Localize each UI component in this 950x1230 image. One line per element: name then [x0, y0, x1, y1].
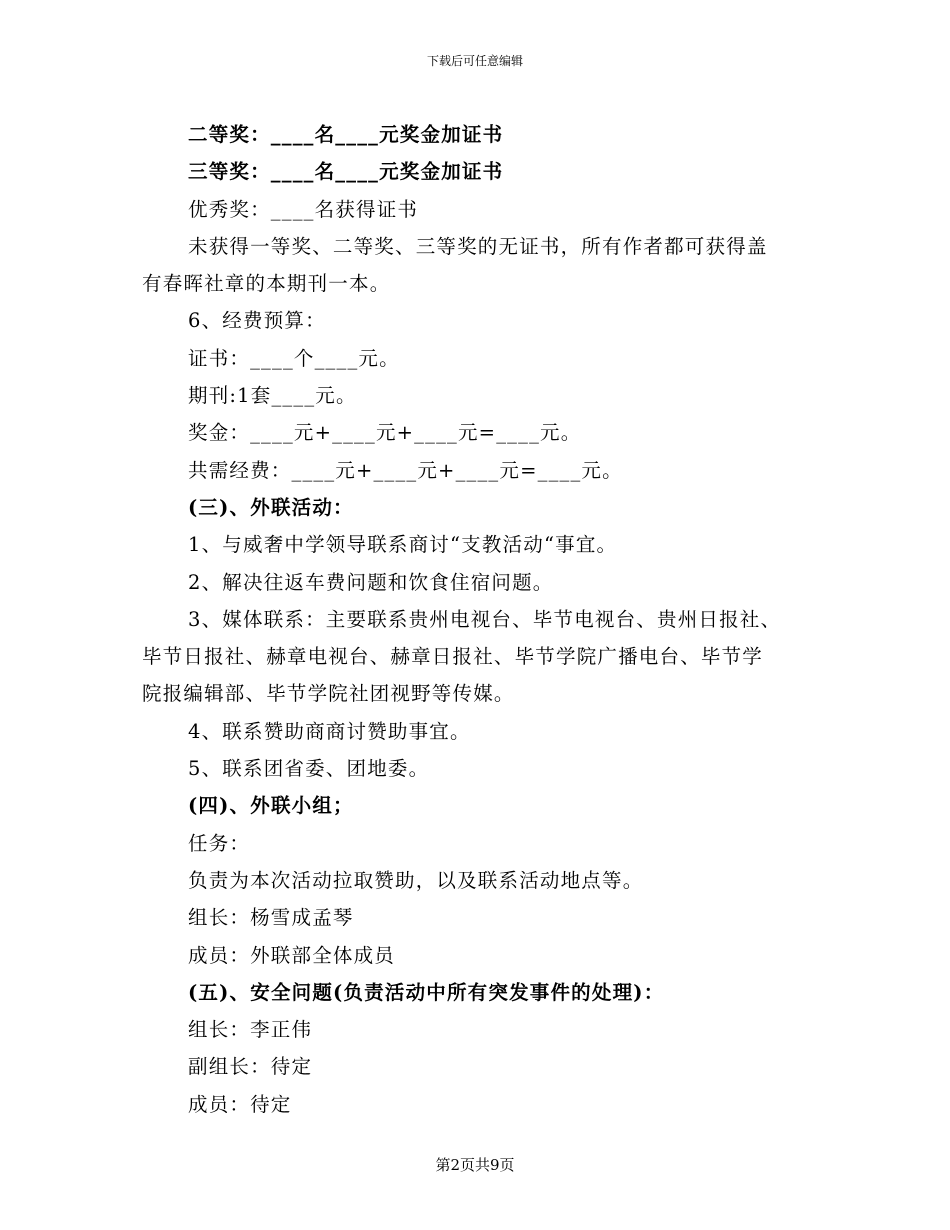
paragraph-line: 1、与威奢中学领导联系商讨“支教活动“事宜。: [188, 533, 618, 557]
paragraph-line: 任务：: [188, 831, 251, 855]
paragraph-line: 5、联系团省委、团地委。: [188, 757, 430, 781]
page-header-note: 下载后可任意编辑: [426, 54, 523, 68]
paragraph-line: 证书：____个____元。: [188, 346, 400, 370]
document-body: [142, 116, 802, 1123]
paragraph-line: 未获得一等奖、二等奖、三等奖的无证书，所有作者都可获得盖: [188, 234, 768, 258]
paragraph-line: 有春晖社章的本期刊一本。: [142, 272, 391, 296]
paragraph-line: 组长：李正伟: [188, 1018, 313, 1042]
paragraph-line: 4、联系赞助商商讨赞助事宜。: [188, 719, 471, 743]
section-heading-line: 二等奖：____名____元奖金加证书: [188, 123, 504, 146]
paragraph-line: 奖金：____元+____元+____元=____元。: [188, 421, 582, 445]
paragraph-line: 负责为本次活动拉取赞助，以及联系活动地点等。: [188, 868, 644, 892]
section-heading-line: (五)、安全问题(负责活动中所有突发事件的处理)：: [188, 980, 665, 1004]
paragraph-line: 3、媒体联系：主要联系贵州电视台、毕节电视台、贵州日报社、: [188, 607, 782, 631]
section-heading-line: (四)、外联小组；: [188, 794, 354, 818]
section-heading-line: (三)、外联活动：: [188, 495, 354, 519]
paragraph-line: 期刊:1套____元。: [188, 384, 357, 408]
paragraph-line: 组长：杨雪成孟琴: [188, 906, 354, 930]
paragraph-line: 副组长：待定: [188, 1055, 313, 1079]
paragraph-line: 2、解决往返车费问题和饮食住宿问题。: [188, 570, 554, 594]
paragraph-line: 成员：外联部全体成员: [188, 943, 396, 967]
paragraph-line: 院报编辑部、毕节学院社团视野等传媒。: [142, 682, 515, 706]
page-footer-pagination: 第2页共9页: [435, 1156, 515, 1174]
section-heading-line: 三等奖：____名____元奖金加证书: [188, 160, 504, 184]
paragraph-line: 毕节日报社、赫章电视台、赫章日报社、毕节学院广播电台、毕节学: [142, 645, 764, 669]
paragraph-line: 成员：待定: [188, 1092, 292, 1116]
paragraph-line: 优秀奖：____名获得证书: [188, 197, 419, 221]
paragraph-line: 共需经费：____元+____元+____元=____元。: [188, 458, 623, 482]
paragraph-line: 6、经费预算：: [188, 309, 326, 333]
